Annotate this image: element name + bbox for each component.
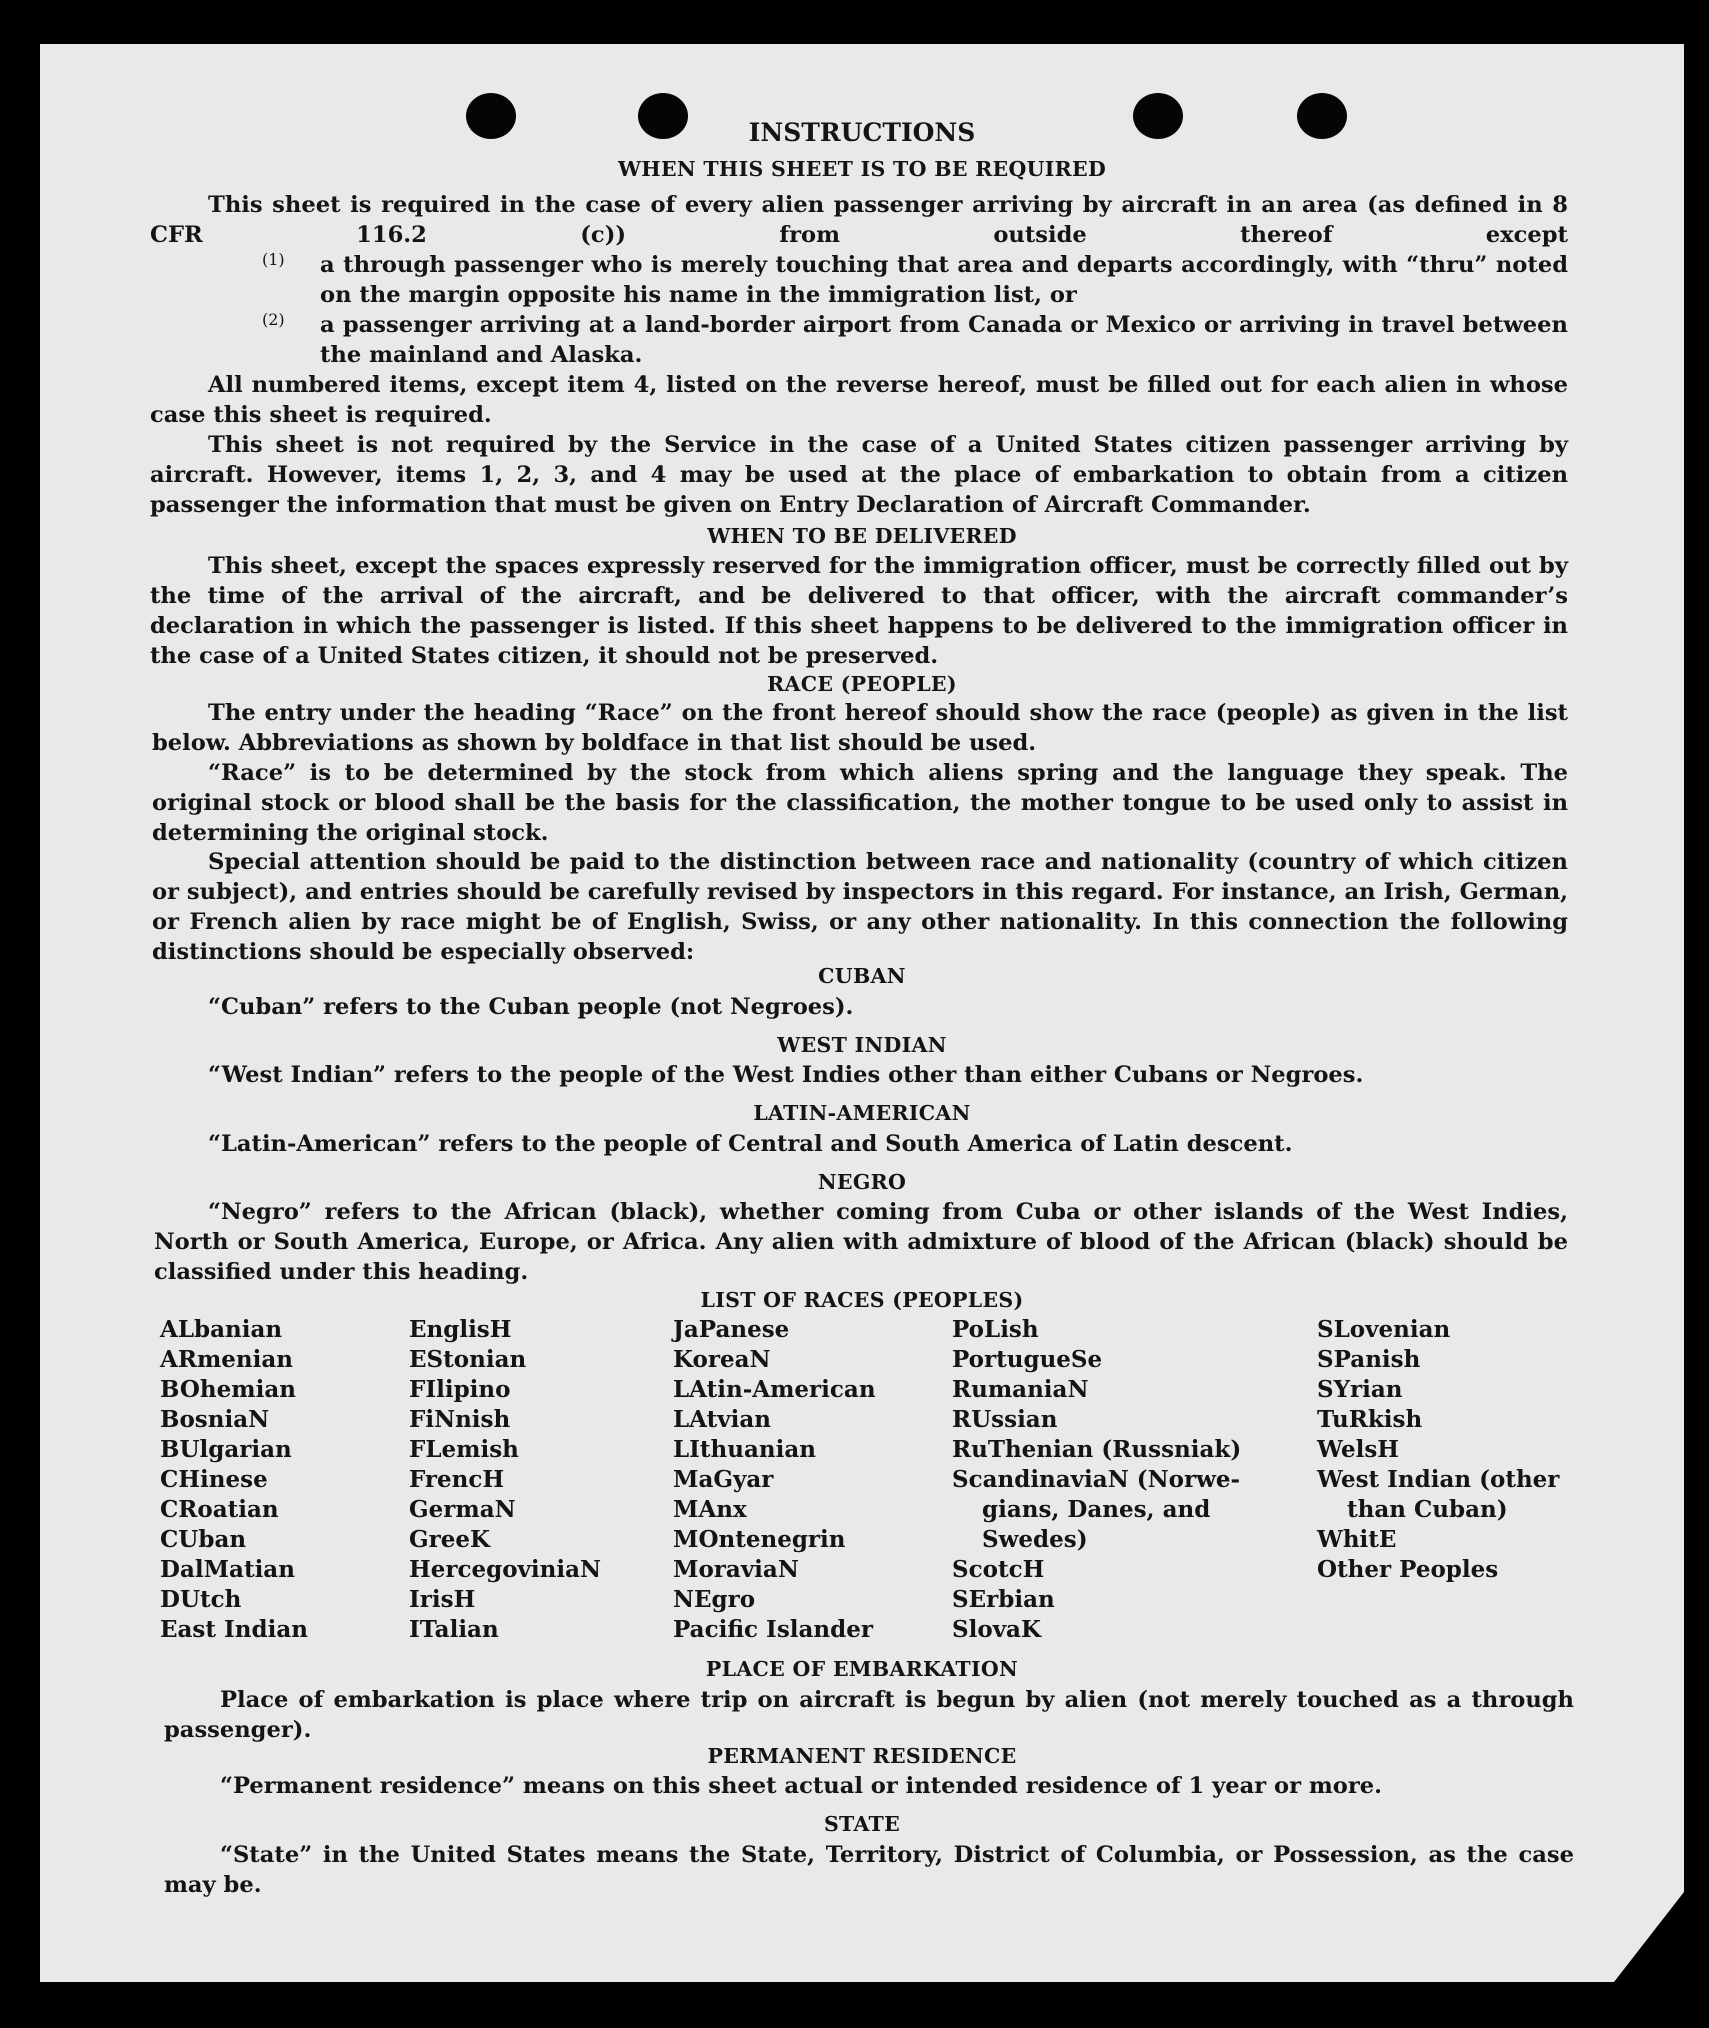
race-item: EStonian [409,1346,527,1373]
definition-negro: “Negro” refers to the African (black), whether coming from Cuba or other islands of the West Indies, North or South America, Europe, or Africa. Any alien with admixture of blood of the African (black) should be classified under this heading. [154,1199,1568,1285]
heading-negro: NEGRO [817,1170,907,1194]
races-column [409,1315,601,1645]
race-item: BUlgarian [160,1436,292,1463]
paragraph-when-delivered: This sheet, except the spaces expressly reserved for the immigration officer, must be correctly filled out by the time of the arrival of the aircraft, and be delivered to that officer, with the aircraft commander’s declaration in which the passenger is listed. If this sheet happens to be delivered to the immigration officer in the case of a United States citizen, it should not be preserved. [150,553,1568,669]
race-item: SlovaK [952,1616,1041,1643]
race-item: LAtvian [673,1406,771,1433]
document-sheet [40,44,1684,1982]
race-item: CUban [160,1526,247,1553]
race-item: KoreaN [673,1346,771,1373]
race-item: DUtch [160,1586,242,1613]
race-item: SLovenian [1317,1316,1451,1343]
race-item: than Cuban) [1347,1496,1508,1523]
races-column [160,1315,308,1645]
heading-race: RACE (PEOPLE) [767,672,957,696]
race-item: ARmenian [160,1346,294,1373]
race-item: LAtin-American [673,1376,876,1403]
races-column [1317,1315,1559,1585]
heading-permanent-residence: PERMANENT RESIDENCE [707,1744,1017,1768]
heading-cuban: CUBAN [818,964,906,988]
race-item: ScandinaviaN (Norwe- [952,1466,1241,1493]
race-item: BOhemian [160,1376,296,1403]
race-item: HercegoviniaN [409,1556,602,1583]
race-item: RuThenian (Russniak) [952,1436,1242,1463]
race-item: TuRkish [1317,1406,1423,1433]
race-item: Pacific Islander [673,1616,873,1643]
race-item: FIlipino [409,1376,511,1403]
exception-item [262,250,1568,310]
exception-text: a through passenger who is merely touching that area and departs accordingly, with “thru” noted on the margin opposite his name in the immigration list, or [320,252,1568,308]
race-item: CHinese [160,1466,268,1493]
race-item: CRoatian [160,1496,279,1523]
definition-west-indian: “West Indian” refers to the people of the West Indies other than either Cubans or Negroes. [208,1062,1364,1088]
race-item: FiNnish [409,1406,511,1433]
page-corner-fold [1614,1892,1684,1982]
exception-number: (2) [262,310,285,329]
race-item: ITalian [409,1616,499,1643]
race-item: GreeK [409,1526,491,1553]
race-item: PoLish [952,1316,1039,1343]
heading-list-of-races: LIST OF RACES (PEOPLES) [700,1288,1024,1312]
race-item: ALbanian [160,1316,283,1343]
exception-text: a passenger arriving at a land-border airport from Canada or Mexico or arriving in travel between the mainland and Alaska. [320,312,1568,368]
race-item: RumaniaN [952,1376,1089,1403]
paragraph-race-stock: “Race” is to be determined by the stock from which aliens spring and the language they speak. The original stock or blood shall be the basis for the classification, the mother tongue to be used only to assist in determining the original stock. [152,760,1568,846]
race-item: FLemish [409,1436,519,1463]
race-item: NEgro [673,1586,756,1613]
race-item: SErbian [952,1586,1055,1613]
race-item: Swedes) [982,1526,1088,1553]
paragraph-when-required-intro: This sheet is required in the case of every alien passenger arriving by aircraft in an area (as defined in 8 CFR 116.2 (c)) from outside thereof except [150,192,1568,248]
race-item: West Indian (other [1317,1466,1560,1493]
race-item: MOntenegrin [673,1526,846,1553]
page-title: INSTRUCTIONS [748,118,976,147]
race-item: SYrian [1317,1376,1403,1403]
race-item: PortugueSe [952,1346,1103,1373]
races-column [673,1315,876,1645]
definition-state: “State” in the United States means the State, Territory, District of Columbia, or Possession, as the case may be. [164,1842,1574,1898]
definition-cuban: “Cuban” refers to the Cuban people (not Negroes). [208,994,854,1020]
races-column [952,1315,1241,1645]
heading-when-delivered: WHEN TO BE DELIVERED [707,524,1017,548]
race-item: RUssian [952,1406,1058,1433]
race-item: MaGyar [673,1466,774,1493]
race-item: EnglisH [409,1316,512,1343]
exception-item [262,310,1568,370]
paragraph-race-entry: The entry under the heading “Race” on the front hereof should show the race (people) as given in the list below. Abbreviations as shown by boldface in that list should be used. [152,700,1568,756]
race-item: LIthuanian [673,1436,816,1463]
race-item: JaPanese [673,1316,790,1343]
race-item: gians, Danes, and [982,1496,1211,1523]
race-item: SPanish [1317,1346,1421,1373]
heading-latin-american: LATIN-AMERICAN [753,1101,971,1125]
exception-number: (1) [262,250,285,269]
definition-permanent-residence: “Permanent residence” means on this sheet actual or intended residence of 1 year or more. [220,1773,1383,1799]
heading-when-required: WHEN THIS SHEET IS TO BE REQUIRED [617,157,1107,181]
race-item: BosniaN [160,1406,270,1433]
heading-west-indian: WEST INDIAN [777,1033,947,1057]
race-item: Other Peoples [1317,1556,1499,1583]
race-item: ScotcH [952,1556,1045,1583]
paragraph-numbered-items: All numbered items, except item 4, listed on the reverse hereof, must be filled out for each alien in whose case this sheet is required. [150,372,1568,428]
definition-latin-american: “Latin-American” refers to the people of Central and South America of Latin descent. [208,1131,1293,1157]
race-item: GermaN [409,1496,516,1523]
definition-place-of-embarkation: Place of embarkation is place where trip on aircraft is begun by alien (not merely touched as a through passenger). [164,1687,1574,1743]
race-item: East Indian [160,1616,308,1643]
paragraph-citizen-passengers: This sheet is not required by the Service in the case of a United States citizen passenger arriving by aircraft. However, items 1, 2, 3, and 4 may be used at the place of embarkation to obtain from a citizen passenger the information that must be given on Entry Declaration of Aircraft Commander. [150,432,1568,518]
race-item: MoraviaN [673,1556,799,1583]
heading-state: STATE [823,1812,901,1836]
race-item: WelsH [1317,1436,1400,1463]
race-item: FrencH [409,1466,505,1493]
heading-place-of-embarkation: PLACE OF EMBARKATION [705,1657,1019,1681]
race-item: MAnx [673,1496,747,1523]
race-item: WhitE [1317,1526,1397,1553]
race-item: DalMatian [160,1556,295,1583]
paragraph-race-nationality: Special attention should be paid to the distinction between race and nationality (country of which citizen or subject), and entries should be carefully revised by inspectors in this regard. For instance, an Irish, German, or French alien by race might be of English, Swiss, or any other nationality. In this connection the following distinctions should be especially observed: [152,849,1568,965]
race-item: IrisH [409,1586,476,1613]
